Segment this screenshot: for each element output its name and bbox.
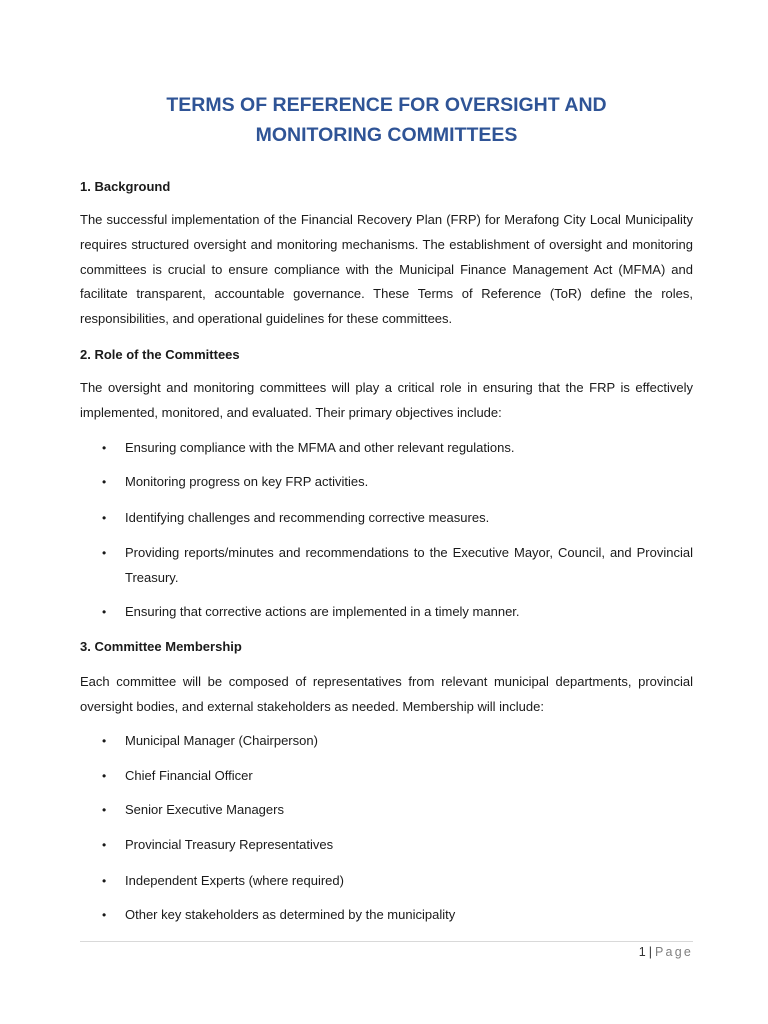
- role-paragraph: The oversight and monitoring committees will play a critical role in ensuring that the FRP is effectively implemented, monitored, and evaluated. Their primary objectives include:: [80, 380, 693, 420]
- bullet-icon: •: [102, 874, 107, 888]
- membership-paragraph: Each committee will be composed of representatives from relevant municipal departments, provincial oversight bodies, and external stakeholders as needed. Membership will include:: [80, 674, 693, 714]
- document-title: [80, 90, 693, 150]
- bullet-icon: •: [102, 734, 107, 748]
- bullet-icon: •: [102, 605, 107, 619]
- list-item: • Monitoring progress on key FRP activities.: [80, 470, 693, 495]
- list-item: • Independent Experts (where required): [80, 869, 693, 894]
- bullet-icon: •: [102, 546, 107, 560]
- bullet-icon: •: [102, 511, 107, 525]
- bullet-icon: •: [102, 441, 107, 455]
- document-page: [80, 0, 693, 1024]
- title-line-2: MONITORING COMMITTEES: [255, 124, 518, 146]
- list-item: • Provincial Treasury Representatives: [80, 833, 693, 858]
- page-number: 1: [638, 945, 646, 959]
- bullet-icon: •: [102, 908, 107, 922]
- background-paragraph: The successful implementation of the Financial Recovery Plan (FRP) for Merafong City Local Municipality requires structured oversight and monitoring mechanisms. The establishment of oversight and monitoring committees is crucial to ensure compliance with the Municipal Finance Management Act (MFMA) and facilitate transparent, accountable governance. These Terms of Reference (ToR) define the roles, responsibilities, and operational guidelines for these committees.: [80, 212, 693, 327]
- list-item: • Municipal Manager (Chairperson): [80, 729, 693, 754]
- page-label: Page: [655, 945, 693, 959]
- list-item: • Ensuring that corrective actions are implemented in a timely manner.: [80, 600, 693, 625]
- page-footer: [639, 943, 693, 961]
- title-line-1: TERMS OF REFERENCE FOR OVERSIGHT AND: [166, 94, 607, 116]
- list-item: • Other key stakeholders as determined by the municipality: [80, 903, 693, 928]
- list-item: • Identifying challenges and recommending corrective measures.: [80, 506, 693, 531]
- bullet-icon: •: [102, 803, 107, 817]
- list-item: • Senior Executive Managers: [80, 798, 693, 823]
- bullet-icon: •: [102, 838, 107, 852]
- section-heading-membership: 3. Committee Membership: [80, 639, 242, 654]
- list-item: • Ensuring compliance with the MFMA and other relevant regulations.: [80, 436, 693, 461]
- list-item: • Providing reports/minutes and recommendations to the Executive Mayor, Council, and Provincial Treasury.: [80, 541, 693, 590]
- bullet-icon: •: [102, 475, 107, 489]
- section-heading-role: 2. Role of the Committees: [80, 347, 240, 362]
- section-heading-background: 1. Background: [80, 179, 171, 194]
- bullet-icon: •: [102, 769, 107, 783]
- footer-separator: |: [648, 945, 652, 959]
- footer-divider: [80, 941, 693, 942]
- list-item: • Chief Financial Officer: [80, 764, 693, 789]
